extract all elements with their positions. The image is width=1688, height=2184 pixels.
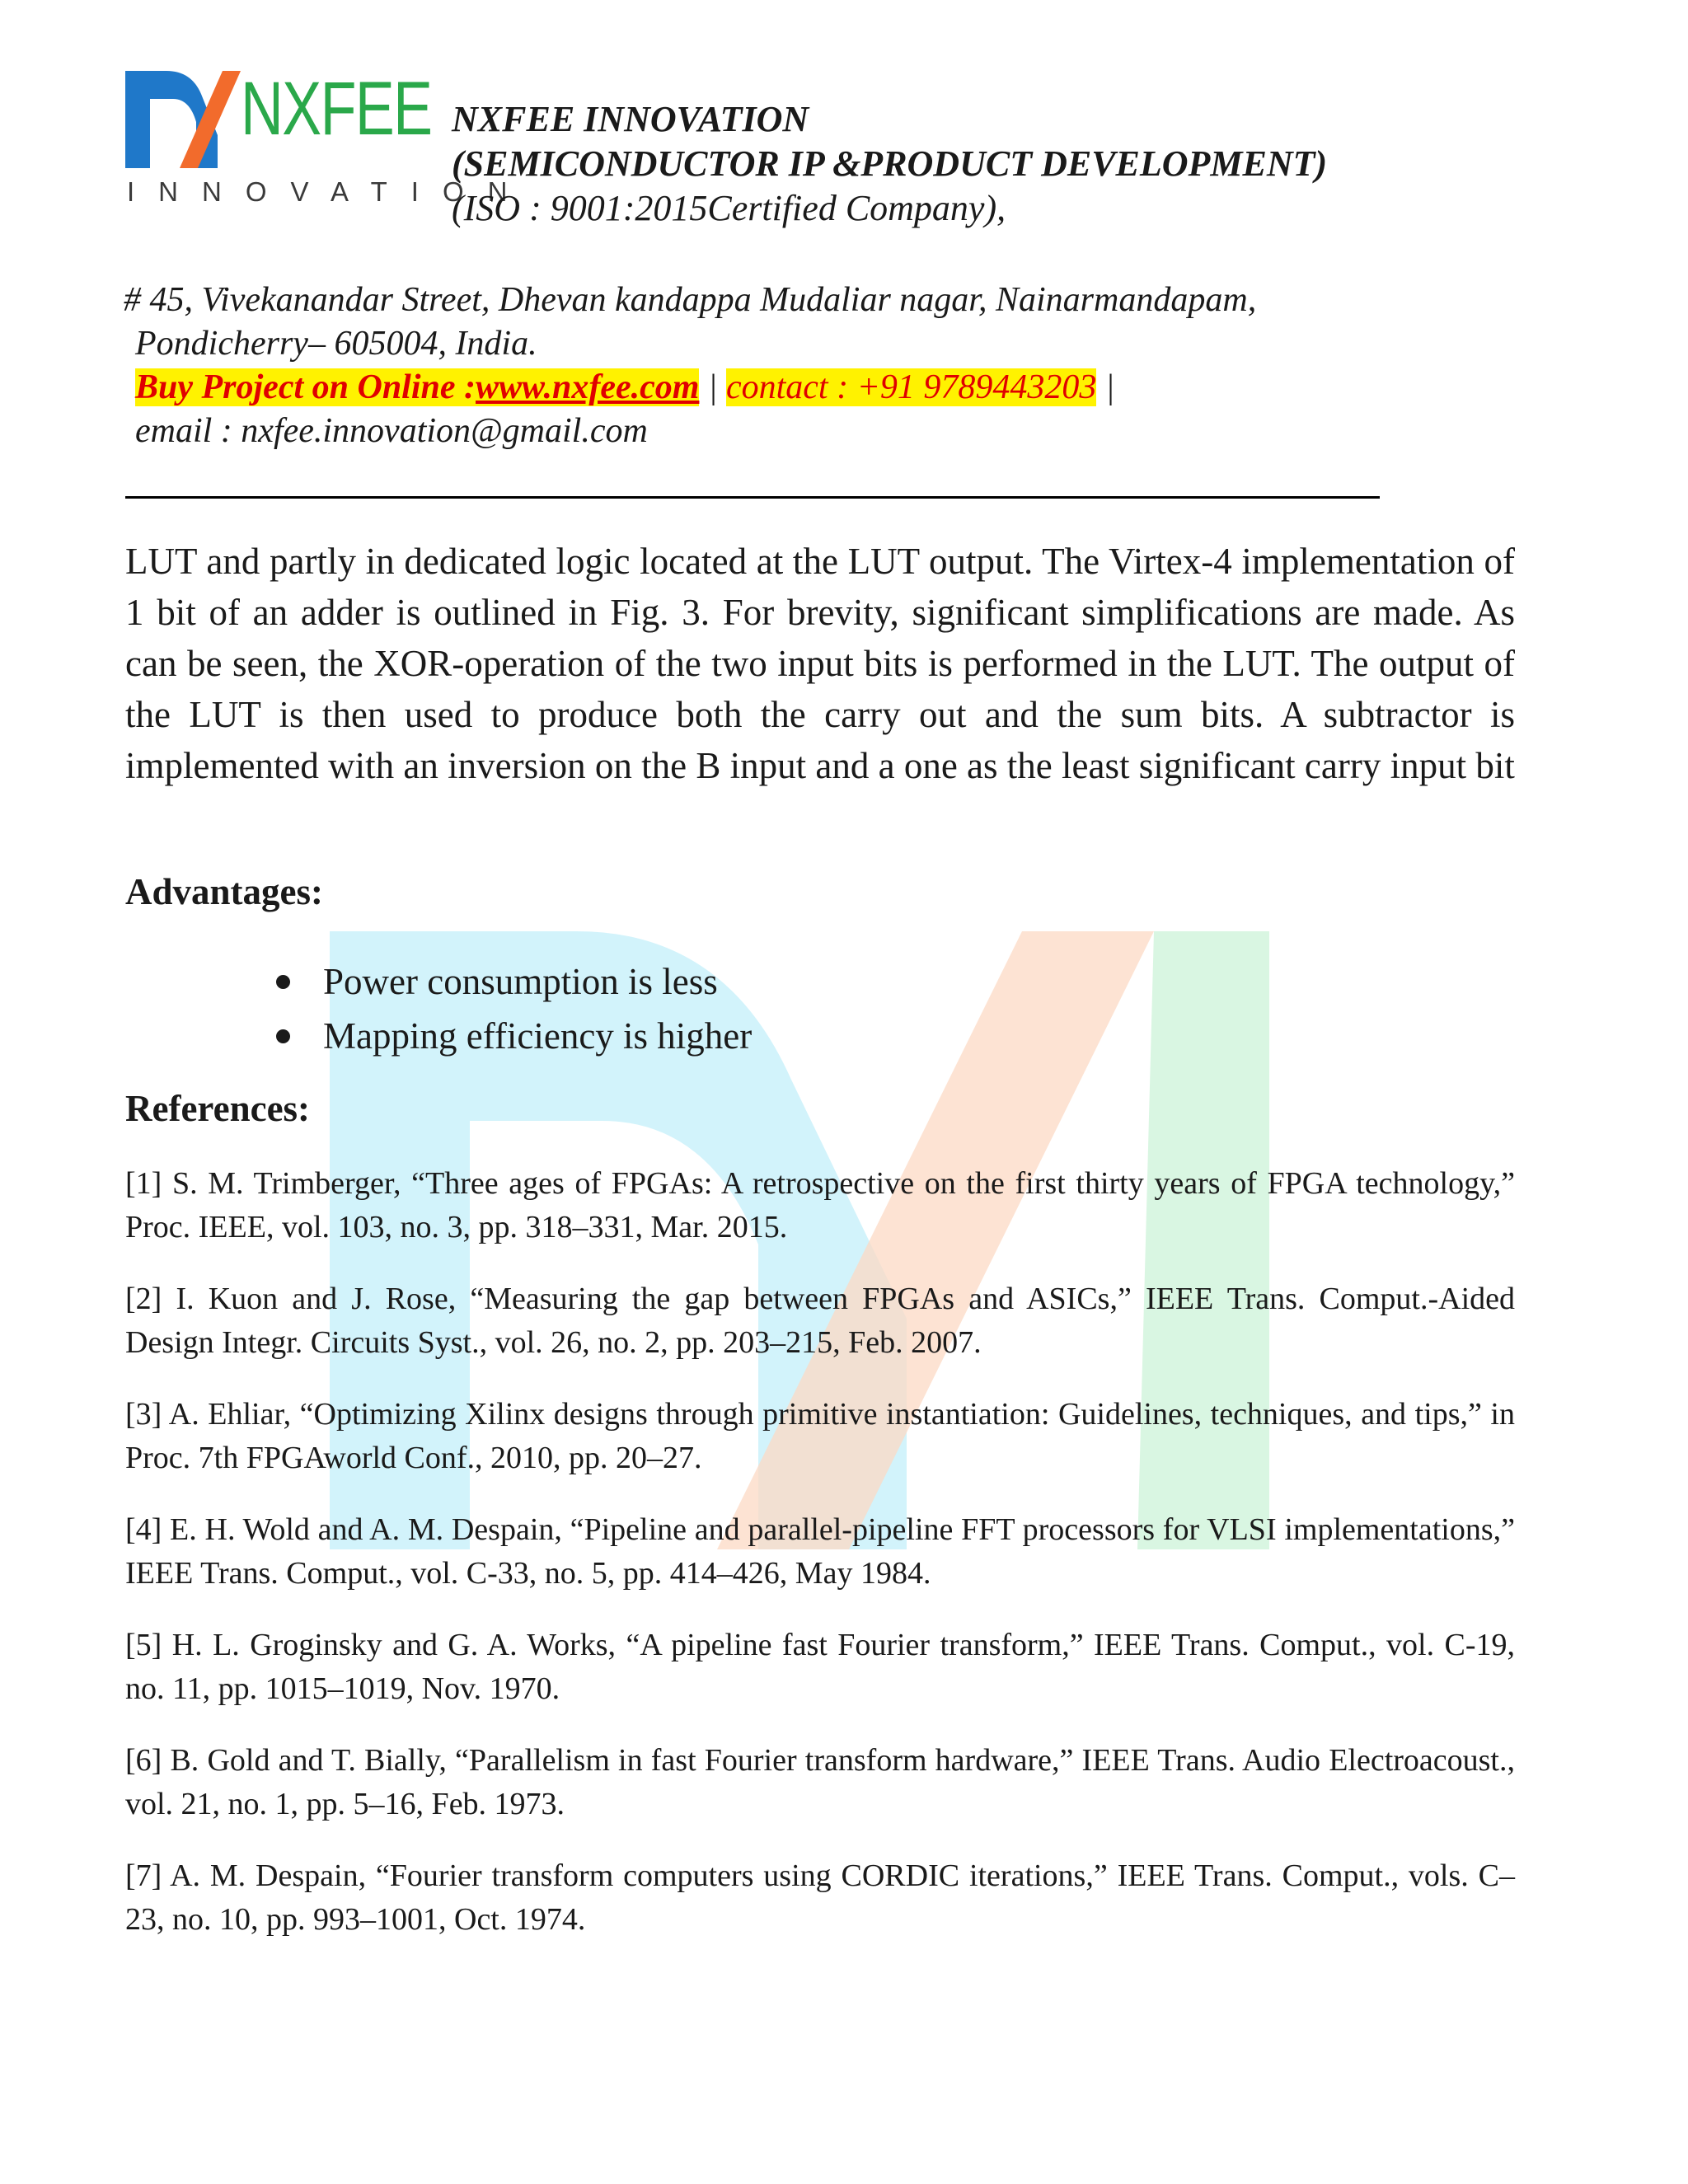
separator-end: | xyxy=(1096,368,1115,406)
advantage-text: Mapping efficiency is higher xyxy=(323,1015,753,1057)
website-url: www.nxfee.com xyxy=(476,368,700,406)
reference-item: [2] I. Kuon and J. Rose, “Measuring the gap between FPGAs and ASICs,” IEEE Trans. Comput.-Aided Design Integr. Circuits Syst., vol. 26, no. 2, pp. 203–215, Feb. 2007. xyxy=(125,1282,1515,1360)
body-paragraph: LUT and partly in dedicated logic located at the LUT output. The Virtex-4 implementation of 1 bit of an adder is outlined in Fig. 3. For brevity, significant simplifications are made. As can be seen, the XOR-operation of the two input bits is performed in the LUT. The output of the LUT is then used to produce both the carry out and the sum bits. A subtractor is implemented with an inversion on the B input and a one as the least significant carry input bit xyxy=(125,541,1515,786)
company-name: NXFEE INNOVATION xyxy=(452,99,809,139)
certification-text: (ISO : 9001:2015Certified Company), xyxy=(452,188,1006,228)
company-info xyxy=(452,97,1327,231)
reference-item: [1] S. M. Trimberger, “Three ages of FPGAs: A retrospective on the first thirty years of FPGA technology,” Proc. IEEE, vol. 103, no. 3, pp. 318–331, Mar. 2015. xyxy=(125,1166,1515,1244)
list-item xyxy=(272,954,752,1009)
list-item xyxy=(272,1009,752,1063)
separator: | xyxy=(699,368,726,406)
reference-item: [5] H. L. Groginsky and G. A. Works, “A pipeline fast Fourier transform,” IEEE Trans. Comput., vol. C-19, no. 11, pp. 1015–1019, Nov. 1970. xyxy=(125,1628,1515,1706)
reference-item: [7] A. M. Despain, “Fourier transform computers using CORDIC iterations,” IEEE Trans. Comput., vols. C–23, no. 10, pp. 993–1001, Oct. 1974. xyxy=(125,1858,1515,1937)
advantages-list xyxy=(272,954,752,1063)
header-divider xyxy=(125,496,1380,499)
nx-logo-icon xyxy=(125,71,241,168)
address-line-1: # 45, Vivekanandar Street, Dhevan kandappa Mudaliar nagar, Nainarmandapam, xyxy=(124,281,1257,319)
logo-subtext: INNOVATION xyxy=(127,176,532,207)
contact-block xyxy=(124,279,1256,453)
reference-item: [3] A. Ehliar, “Optimizing Xilinx designs through primitive instantiation: Guidelines, techniques, and tips,” in Proc. 7th FPGAworld Conf., 2010, pp. 20–27. xyxy=(125,1397,1515,1475)
buy-project-link[interactable] xyxy=(135,368,699,406)
email-line: email : nxfee.innovation@gmail.com xyxy=(135,412,648,450)
bullet-icon xyxy=(276,975,290,989)
address-line-2: Pondicherry– 605004, India. xyxy=(135,325,537,363)
company-tagline: (SEMICONDUCTOR IP &PRODUCT DEVELOPMENT) xyxy=(452,143,1328,184)
reference-item: [4] E. H. Wold and A. M. Despain, “Pipeline and parallel-pipeline FFT processors for VLSI implementations,” IEEE Trans. Comput., vol. C-33, no. 5, pp. 414–426, May 1984. xyxy=(125,1512,1515,1591)
bullet-icon xyxy=(276,1029,290,1043)
logo-wordmark: NXFEE xyxy=(241,67,432,151)
advantage-text: Power consumption is less xyxy=(323,961,718,1002)
buy-label: Buy Project on Online : xyxy=(135,368,476,406)
contact-phone: contact : +91 9789443203 xyxy=(725,368,1097,406)
references-heading: References: xyxy=(125,1088,311,1129)
advantages-heading: Advantages: xyxy=(125,871,324,912)
company-logo xyxy=(125,67,532,215)
reference-item: [6] B. Gold and T. Bially, “Parallelism in fast Fourier transform hardware,” IEEE Trans. Audio Electroacoust., vol. 21, no. 1, pp. 5–16, Feb. 1973. xyxy=(125,1743,1515,1821)
buy-contact-line xyxy=(124,366,1256,410)
